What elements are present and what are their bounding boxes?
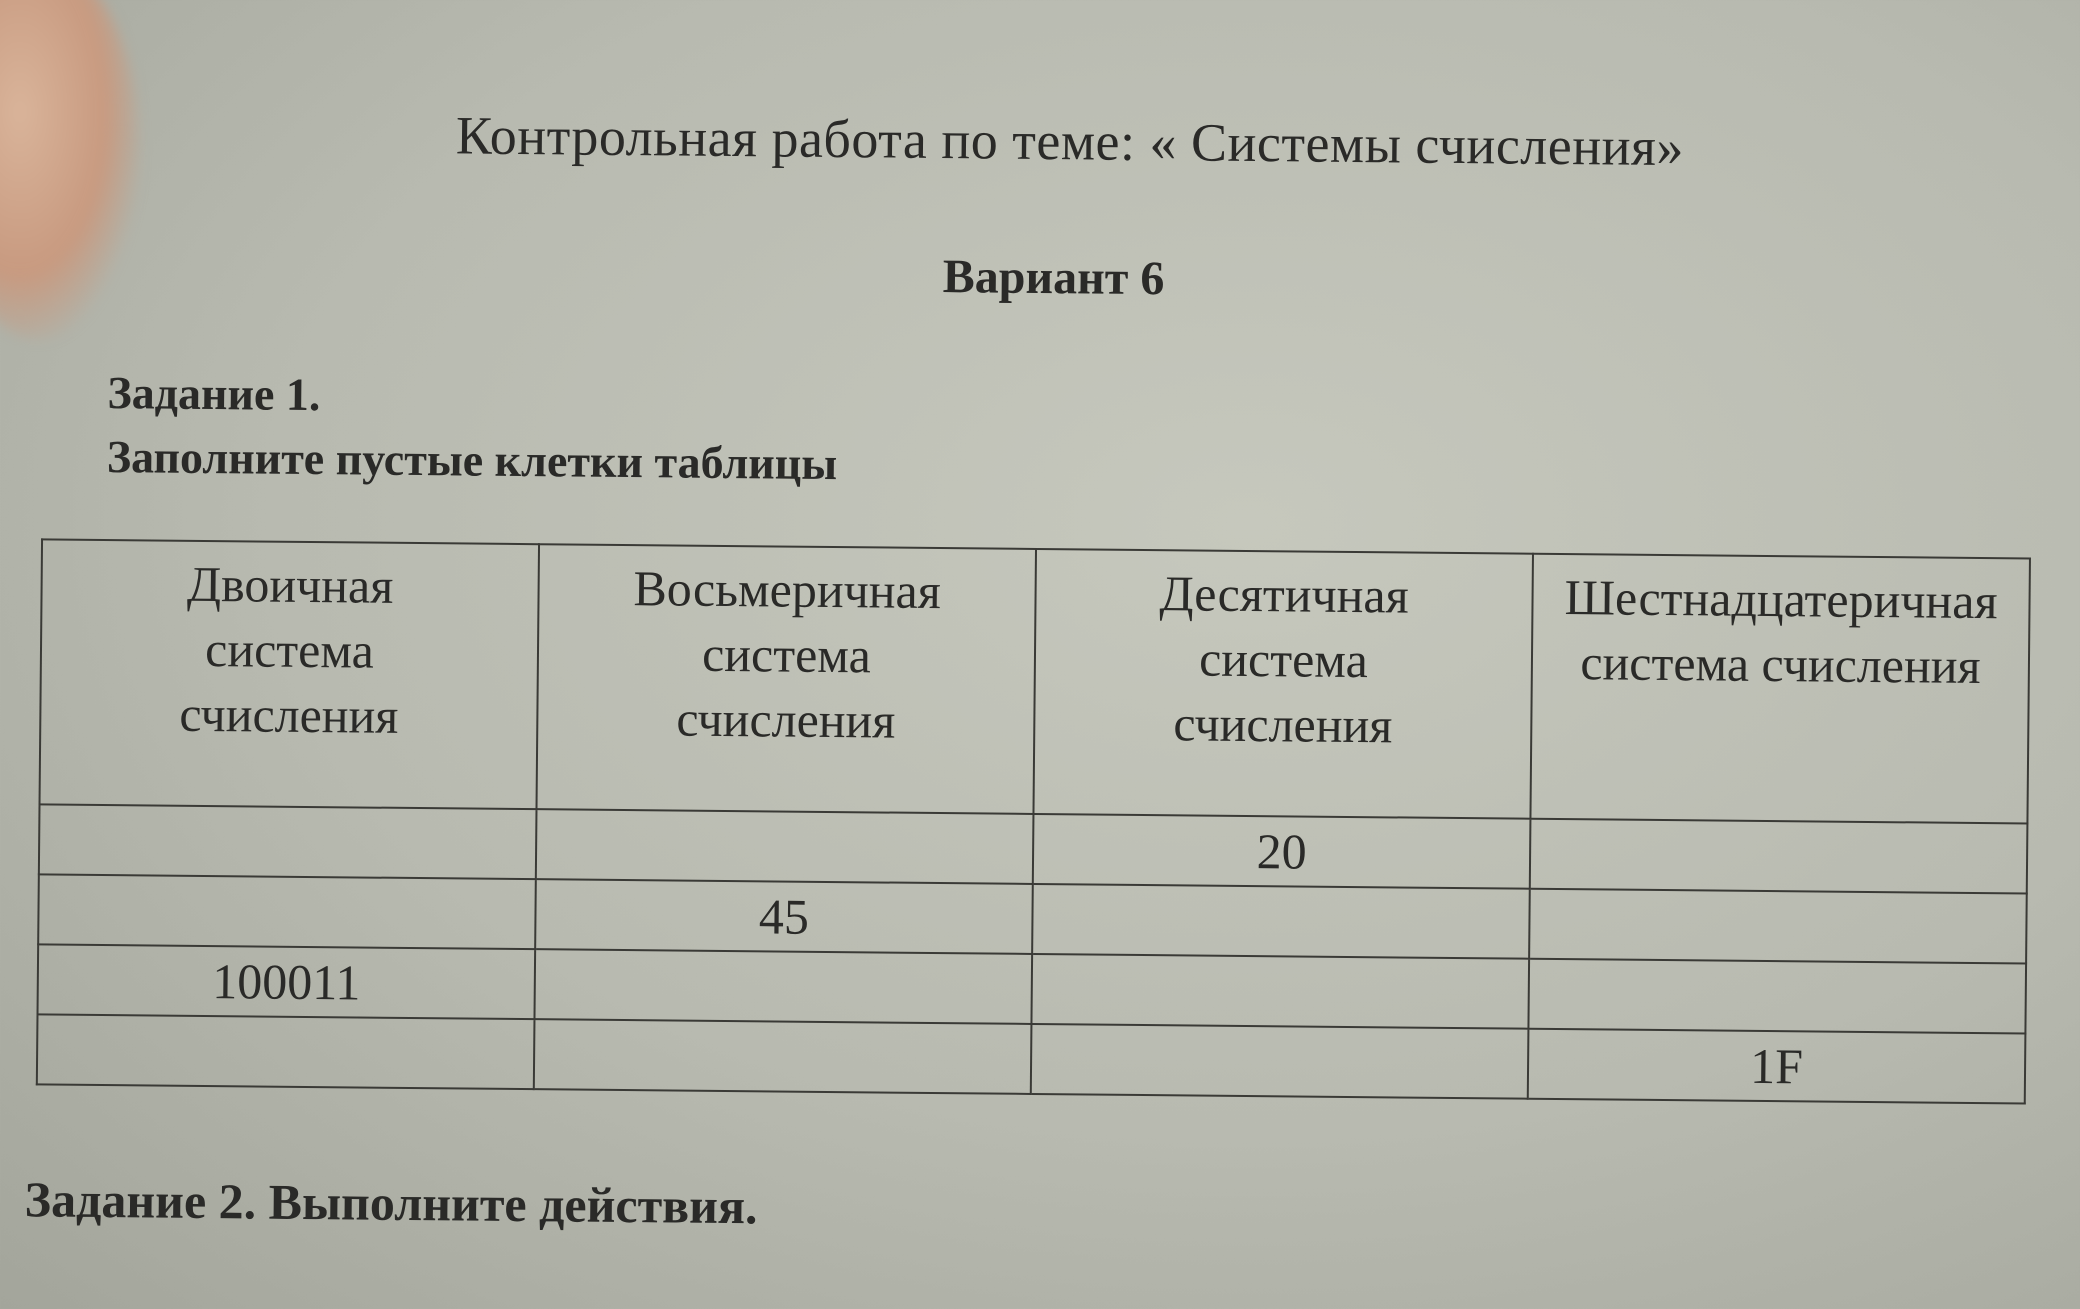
table-cell (536, 809, 1034, 884)
header-text: Шестнадцатеричная (1564, 569, 1998, 630)
table-header-row (40, 539, 2030, 823)
table-cell (39, 804, 537, 879)
table-cell (37, 1014, 535, 1089)
task-1-instruction: Заполните пустые клетки таблицы (106, 431, 838, 490)
header-text: Десятичная (1159, 565, 1409, 624)
header-text: Восьмеричная (633, 560, 942, 620)
table-cell (1031, 954, 1529, 1029)
task-2-heading: Задание 2. Выполните действия. (24, 1171, 758, 1235)
header-decimal (1033, 549, 1533, 819)
table-cell (38, 874, 536, 949)
task-1-block (107, 361, 839, 496)
table-cell (1528, 959, 2026, 1034)
number-systems-table (36, 538, 2031, 1104)
header-text: система (204, 620, 375, 679)
table-cell: 20 (1033, 814, 1531, 889)
header-octal (536, 544, 1036, 814)
page-title: Контрольная работа по теме: « Системы счисления» (455, 105, 1685, 178)
header-binary (40, 539, 540, 809)
task-1-heading: Задание 1. (107, 367, 321, 421)
table-cell (1530, 819, 2028, 894)
header-hexadecimal (1530, 554, 2030, 824)
table-cell (534, 949, 1032, 1024)
header-text: счисления (676, 690, 896, 749)
table-cell (534, 1019, 1032, 1094)
table-cell (1529, 889, 2027, 964)
header-text: счисления (1173, 695, 1393, 754)
header-text: система счисления (1580, 634, 1981, 695)
table-cell: 45 (535, 879, 1033, 954)
table-cell: 1F (1528, 1029, 2026, 1104)
header-text: система (1198, 630, 1369, 689)
table-cell (1031, 1024, 1529, 1099)
header-text: система (701, 625, 872, 684)
table-cell (1032, 884, 1530, 959)
variant-label: Вариант 6 (942, 250, 1165, 306)
header-text: Двоичная (186, 555, 394, 614)
table-cell: 100011 (37, 944, 535, 1019)
header-text: счисления (179, 685, 399, 744)
